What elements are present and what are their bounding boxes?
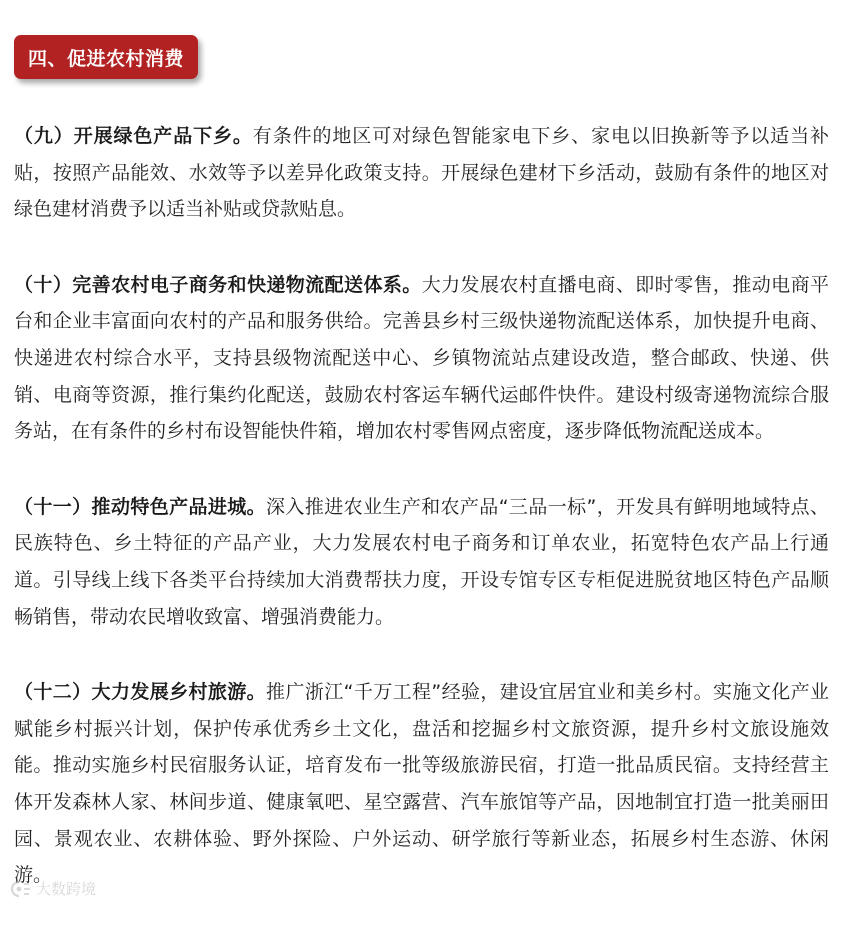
article-body bbox=[14, 118, 829, 933]
watermark bbox=[10, 878, 96, 899]
paragraph-heading: （九）开展绿色产品下乡。 bbox=[14, 125, 253, 147]
watermark-text: 大数跨境 bbox=[36, 880, 97, 898]
paragraph-text: 深入推进农业生产和农产品“三品一标”，开发具有鲜明地域特点、民族特色、乡土特征的产品产业，大力发展农村电子商务和订单农业，拓宽特色农产品上行通道。引导线上线下各类平台持续加大消费帮扶力度，开设专馆专区专柜促进脱贫地区特色产品顺畅销售，带动农民增收致富、增强消费能力。 bbox=[14, 495, 829, 628]
paragraph-heading: （十一）推动特色产品进城。 bbox=[14, 495, 267, 518]
paragraph-heading: （十二）大力发展乡村旅游。 bbox=[14, 681, 267, 704]
paragraph-heading: （十）完善农村电子商务和快递物流配送体系。 bbox=[14, 273, 422, 296]
paragraph-item-10 bbox=[14, 267, 829, 450]
paragraph-text: 大力发展农村直播电商、即时零售，推动电商平台和企业丰富面向农村的产品和服务供给。完善县乡村三级快递物流配送体系，加快提升电商、快递进农村综合水平，支持县级物流配送中心、乡镇物流站点建设改造，整合邮政、快递、供销、电商等资源，推行集约化配送，鼓励农村客运车辆代运邮件快件。建设村级寄递物流综合服务站，在有条件的乡村布设智能快件箱，增加农村零售网点密度，逐步降低物流配送成本。 bbox=[14, 273, 829, 443]
section-title: 四、促进农村消费 bbox=[28, 47, 185, 70]
paragraph-text: 有条件的地区可对绿色智能家电下乡、家电以旧换新等予以适当补贴，按照产品能效、水效等予以差异化政策支持。开展绿色建材下乡活动，鼓励有条件的地区对绿色建材消费予以适当补贴或贷款贴息。 bbox=[14, 125, 829, 221]
section-header bbox=[14, 35, 198, 79]
paragraph-item-11 bbox=[14, 489, 829, 635]
paragraph-text: 推广浙江“千万工程”经验，建设宜居宜业和美乡村。实施文化产业赋能乡村振兴计划，保护传承优秀乡土文化，盘活和挖掘乡村文旅资源，提升乡村文旅设施效能。推动实施乡村民宿服务认证，培育发布一批等级旅游民宿，打造一批品质民宿。支持经营主体开发森林人家、林间步道、健康氧吧、星空露营、汽车旅馆等产品，因地制宜打造一批美丽田园、景观农业、农耕体验、野外探险、户外运动、研学旅行等新业态，拓展乡村生态游、休闲游。 bbox=[14, 681, 829, 887]
brand-logo-icon bbox=[10, 880, 32, 898]
paragraph-item-12 bbox=[14, 674, 829, 894]
paragraph-item-9 bbox=[14, 118, 829, 228]
